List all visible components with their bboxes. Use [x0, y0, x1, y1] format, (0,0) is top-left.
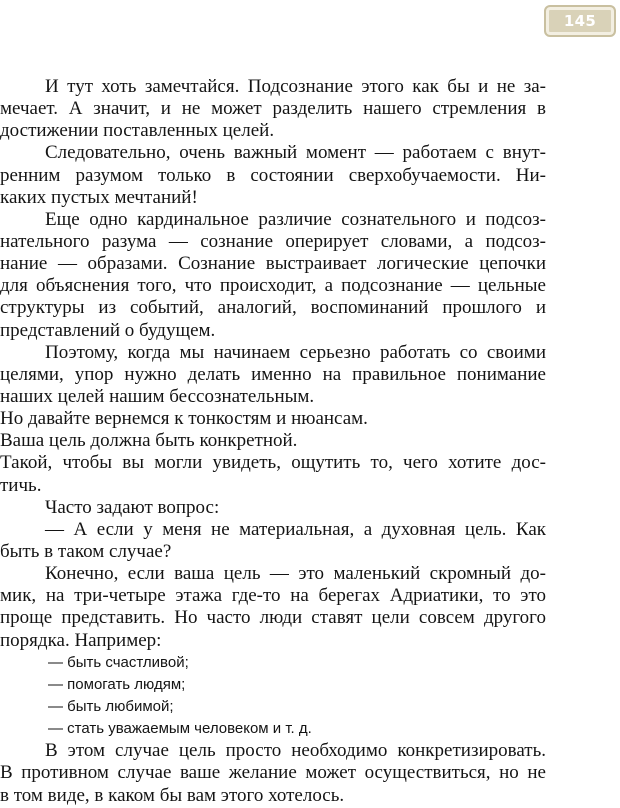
text-line: структуры из событий, аналогий, воспоминаний прошлого и: [0, 297, 546, 319]
text-line: В этом случае цель просто необходимо конкретизировать.: [45, 740, 546, 762]
text-line: представлений о будущем.: [0, 319, 216, 341]
body-text: [0, 76, 546, 807]
text-line: Поэтому, когда мы начинаем серьезно работать со своими: [45, 341, 546, 363]
text-line: в том виде, в каком бы вам этого хотелось.: [0, 784, 345, 806]
text-line: каких пустых мечтаний!: [0, 186, 198, 208]
text-line: проще представить. Но часто люди ставят цели совсем другого: [0, 607, 546, 629]
list-item: — помогать людям;: [48, 675, 186, 693]
text-line: нание — образами. Сознание выстраивает логические цепочки: [0, 253, 546, 275]
text-line: достижении поставленных целей.: [0, 120, 275, 142]
text-line: Следовательно, очень важный момент — работаем с внут-: [45, 142, 546, 164]
list-item: — стать уважаемым человеком и т. д.: [48, 720, 312, 738]
text-line: ренним разумом только в состоянии сверхобучаемости. Ни-: [0, 164, 546, 186]
text-line: нательного разума — сознание оперирует словами, а подсоз-: [0, 230, 546, 252]
text-line: наших целей нашим бессознательным.: [0, 385, 315, 407]
text-line: тичь.: [0, 474, 42, 496]
text-line: порядка. Например:: [0, 629, 162, 651]
text-line: И тут хоть замечтайся. Подсознание этого как бы и не за-: [45, 76, 546, 97]
list-item: — быть счастливой;: [48, 653, 189, 671]
text-line: В противном случае ваше желание может осуществиться, но не: [0, 762, 546, 784]
text-line: Часто задают вопрос:: [45, 496, 220, 518]
page-number-badge: 145: [544, 5, 616, 37]
text-line: Ваша цель должна быть конкретной.: [0, 430, 298, 452]
text-line: для объяснения того, что происходит, а подсознание — цельные: [0, 275, 546, 297]
text-line: — А если у меня не материальная, а духовная цель. Как: [45, 518, 546, 540]
text-line: мечает. А значит, и не может разделить нашего стремления в: [0, 98, 546, 120]
text-line: целями, упор нужно делать именно на правильное понимание: [0, 363, 546, 385]
text-line: Но давайте вернемся к тонкостям и нюансам.: [0, 408, 368, 430]
text-line: Такой, чтобы вы могли увидеть, ощутить то, чего хотите дос-: [0, 452, 546, 474]
text-line: Конечно, если ваша цель — это маленький скромный до-: [45, 563, 546, 585]
text-line: Еще одно кардинальное различие сознательного и подсоз-: [45, 208, 546, 230]
text-line: быть в таком случае?: [0, 540, 172, 562]
text-line: мик, на три-четыре этажа где-то на берегах Адриатики, то это: [0, 585, 546, 607]
list-item: — быть любимой;: [48, 697, 174, 715]
